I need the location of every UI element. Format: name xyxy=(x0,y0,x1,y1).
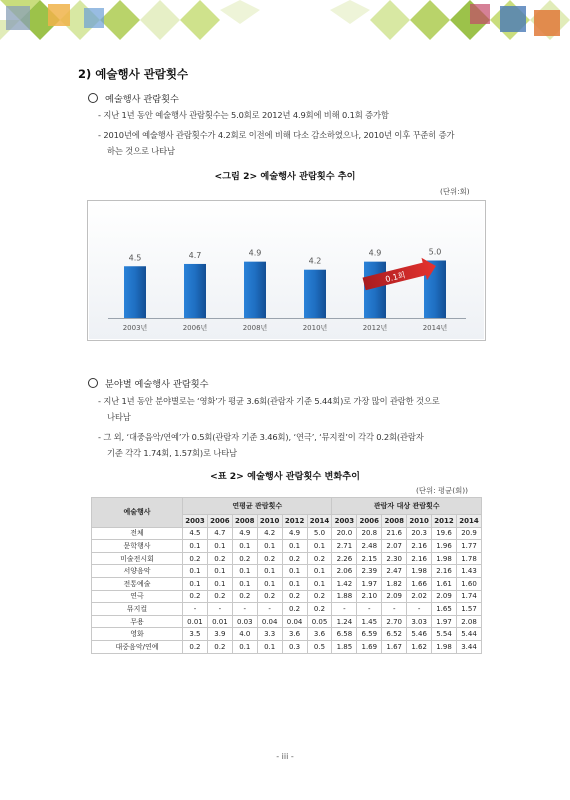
table-year-header: 2003 xyxy=(183,515,208,528)
table-cell: 0.2 xyxy=(307,603,332,616)
chart-tick-label: 2012년 xyxy=(362,324,388,332)
table-cell: 1.62 xyxy=(407,640,432,653)
table-cell: 2.02 xyxy=(407,590,432,603)
table-cell: 3.6 xyxy=(282,628,307,641)
table-cell: 0.01 xyxy=(207,615,232,628)
table-cell: 4.9 xyxy=(232,527,257,540)
table-row-label: 연극 xyxy=(92,590,183,603)
section-title: 2) 예술행사 관람횟수 xyxy=(78,67,189,81)
body-line: 나타남 xyxy=(107,412,131,422)
chart-annotation-label: 0.1회 xyxy=(384,270,407,285)
table-cell: 0.1 xyxy=(207,565,232,578)
table-cell: 1.42 xyxy=(332,577,357,590)
table-cell: 0.1 xyxy=(232,577,257,590)
table-cell: 21.6 xyxy=(382,527,407,540)
table-cell: 0.1 xyxy=(282,565,307,578)
table-row-label: 문학행사 xyxy=(92,540,183,553)
table-cell: 0.5 xyxy=(307,640,332,653)
table-cell: 0.1 xyxy=(257,565,282,578)
chart-tick-label: 2008년 xyxy=(242,324,268,332)
table-cell: 2.70 xyxy=(382,615,407,628)
table-cell: 5.44 xyxy=(456,628,481,641)
table-group-header-1: 연평균 관람횟수 xyxy=(183,498,332,515)
table-cell: 0.1 xyxy=(232,640,257,653)
table-cell: 20.3 xyxy=(407,527,432,540)
table-cell: 4.0 xyxy=(232,628,257,641)
table-caption: <표 2> 예술행사 관람횟수 변화추이 xyxy=(210,471,360,482)
chart-tick-label: 2003년 xyxy=(122,324,148,332)
table-cell: 0.2 xyxy=(207,640,232,653)
table-cell: 1.69 xyxy=(357,640,382,653)
table-unit: (단위: 평균(회)) xyxy=(416,486,469,495)
table-cell: 1.65 xyxy=(432,603,457,616)
table-row xyxy=(92,590,482,603)
table-header-row xyxy=(92,498,482,515)
bullet-heading-1-text: 예술행사 관람횟수 xyxy=(105,94,179,105)
table-cell: 2.07 xyxy=(382,540,407,553)
table-cell: 2.48 xyxy=(357,540,382,553)
bullet-heading-1 xyxy=(88,91,179,105)
table-cell: 5.0 xyxy=(307,527,332,540)
table-cell: 1.66 xyxy=(407,577,432,590)
bar-chart xyxy=(88,201,485,340)
chart-bar xyxy=(124,266,146,318)
table-cell: - xyxy=(332,603,357,616)
table-cell: 0.05 xyxy=(307,615,332,628)
table-cell: 20.0 xyxy=(332,527,357,540)
table-year-header: 2006 xyxy=(207,515,232,528)
table-cell: 20.8 xyxy=(357,527,382,540)
table-cell: 3.5 xyxy=(183,628,208,641)
body-line: - 그 외, ‘대중음악/연예’가 0.5회(관람자 기준 3.46회), ‘연극’, ‘뮤지컬’이 각각 0.2회(관람자 xyxy=(98,432,424,442)
chart-data-label: 4.9 xyxy=(368,248,382,258)
table-cell: - xyxy=(357,603,382,616)
table-cell: 1.96 xyxy=(432,540,457,553)
table-cell: 3.03 xyxy=(407,615,432,628)
table-year-header: 2012 xyxy=(432,515,457,528)
chart-data-label: 4.5 xyxy=(128,253,142,263)
table-cell: 2.08 xyxy=(456,615,481,628)
table-cell: 4.2 xyxy=(257,527,282,540)
table-cell: 2.09 xyxy=(432,590,457,603)
chart-bar xyxy=(244,262,266,318)
table-cell: 2.71 xyxy=(332,540,357,553)
table-cell: 0.04 xyxy=(257,615,282,628)
table-row xyxy=(92,527,482,540)
table-cell: 3.3 xyxy=(257,628,282,641)
body-line: 기준 각각 1.74회, 1.57회)로 나타남 xyxy=(107,448,237,458)
table-cell: 0.1 xyxy=(232,565,257,578)
table-cell: 1.85 xyxy=(332,640,357,653)
table-cell: 1.97 xyxy=(432,615,457,628)
table-year-header: 2014 xyxy=(307,515,332,528)
table-cell: 5.54 xyxy=(432,628,457,641)
table-cell: 4.5 xyxy=(183,527,208,540)
table-cell: 0.1 xyxy=(183,577,208,590)
table-year-header: 2014 xyxy=(456,515,481,528)
table-cell: 0.1 xyxy=(282,577,307,590)
table-cell: 1.60 xyxy=(456,577,481,590)
table-cell: 2.10 xyxy=(357,590,382,603)
table-cell: 0.04 xyxy=(282,615,307,628)
table-row xyxy=(92,603,482,616)
table-cell: 1.77 xyxy=(456,540,481,553)
table-cell: 0.1 xyxy=(183,565,208,578)
table-cell: 4.7 xyxy=(207,527,232,540)
table-cell: 2.30 xyxy=(382,552,407,565)
table-cell: 1.82 xyxy=(382,577,407,590)
table-cell: 1.74 xyxy=(456,590,481,603)
table-cell: 0.2 xyxy=(307,590,332,603)
table-cell: 1.45 xyxy=(357,615,382,628)
table-cell: 0.1 xyxy=(232,540,257,553)
table-row xyxy=(92,577,482,590)
table-cell: 1.98 xyxy=(432,640,457,653)
table-cell: 0.2 xyxy=(183,640,208,653)
table-row-label: 서양음악 xyxy=(92,565,183,578)
table-cell: 1.24 xyxy=(332,615,357,628)
table-cell: 2.16 xyxy=(407,552,432,565)
body-line: - 지난 1년 동안 분야별로는 ‘영화’가 평균 3.6회(관람자 기준 5.44회)로 가장 많이 관람한 것으로 xyxy=(98,396,440,406)
chart-data-label: 5.0 xyxy=(428,247,442,257)
table-cell: 6.58 xyxy=(332,628,357,641)
table-cell: 4.9 xyxy=(282,527,307,540)
table-cell: 1.98 xyxy=(407,565,432,578)
table-cell: 6.59 xyxy=(357,628,382,641)
table-cell: 0.01 xyxy=(183,615,208,628)
table-cell: 2.15 xyxy=(357,552,382,565)
table-row-label: 영화 xyxy=(92,628,183,641)
table-cell: 0.2 xyxy=(232,590,257,603)
table-cell: 0.1 xyxy=(183,540,208,553)
table-cell: - xyxy=(407,603,432,616)
table-row-header: 예술행사 xyxy=(92,498,183,528)
table-cell: 0.1 xyxy=(207,577,232,590)
table-year-header: 2003 xyxy=(332,515,357,528)
table-cell: - xyxy=(257,603,282,616)
table-year-header: 2008 xyxy=(382,515,407,528)
data-table xyxy=(91,497,482,654)
table-cell: 0.1 xyxy=(257,640,282,653)
table-row xyxy=(92,552,482,565)
table-cell: - xyxy=(382,603,407,616)
table-cell: 0.1 xyxy=(307,565,332,578)
table-cell: - xyxy=(183,603,208,616)
table-cell: 2.39 xyxy=(357,565,382,578)
table-row-label: 전통예술 xyxy=(92,577,183,590)
table-cell: - xyxy=(207,603,232,616)
bullet-heading-2 xyxy=(88,376,208,390)
table-cell: 1.43 xyxy=(456,565,481,578)
table-cell: 0.2 xyxy=(282,590,307,603)
table-cell: 6.52 xyxy=(382,628,407,641)
table-cell: 0.2 xyxy=(183,552,208,565)
table-row-label: 무용 xyxy=(92,615,183,628)
table-year-header: 2008 xyxy=(232,515,257,528)
table-cell: 0.2 xyxy=(282,603,307,616)
table-row xyxy=(92,640,482,653)
table-cell: 3.44 xyxy=(456,640,481,653)
table-cell: 0.1 xyxy=(307,540,332,553)
table-cell: 2.16 xyxy=(407,540,432,553)
table-row xyxy=(92,615,482,628)
chart-data-label: 4.2 xyxy=(308,256,322,266)
table-cell: 0.2 xyxy=(183,590,208,603)
table-row-label: 대중음악/연예 xyxy=(92,640,183,653)
chart-data-label: 4.7 xyxy=(188,250,202,260)
figure-unit: (단위:회) xyxy=(440,187,470,196)
body-line: - 2010년에 예술행사 관람횟수가 4.2회로 이전에 비해 다소 감소하였으나, 2010년 이후 꾸준히 증가 xyxy=(98,130,455,140)
table-cell: 0.2 xyxy=(257,552,282,565)
chart-tick-label: 2010년 xyxy=(302,324,328,332)
table-cell: 3.6 xyxy=(307,628,332,641)
table-cell: - xyxy=(232,603,257,616)
table-cell: 0.03 xyxy=(232,615,257,628)
table-cell: 19.6 xyxy=(432,527,457,540)
table-cell: 0.1 xyxy=(257,540,282,553)
table-cell: 1.61 xyxy=(432,577,457,590)
table-cell: 2.16 xyxy=(432,565,457,578)
table-cell: 2.47 xyxy=(382,565,407,578)
table-cell: 20.9 xyxy=(456,527,481,540)
table-cell: 1.57 xyxy=(456,603,481,616)
table-year-header: 2010 xyxy=(257,515,282,528)
table-cell: 0.1 xyxy=(282,540,307,553)
table-cell: 2.26 xyxy=(332,552,357,565)
table-row-label: 미술전시회 xyxy=(92,552,183,565)
table-row xyxy=(92,628,482,641)
table-cell: 0.2 xyxy=(282,552,307,565)
chart-frame xyxy=(87,200,486,341)
table-cell: 0.2 xyxy=(232,552,257,565)
table-cell: 0.1 xyxy=(307,577,332,590)
table-group-header-2: 관람자 대상 관람횟수 xyxy=(332,498,482,515)
table-cell: 0.1 xyxy=(207,540,232,553)
chart-bar xyxy=(304,270,326,318)
table-cell: 5.46 xyxy=(407,628,432,641)
table-cell: 0.2 xyxy=(257,590,282,603)
circle-bullet-icon xyxy=(88,378,98,388)
table-row-label: 뮤지컬 xyxy=(92,603,183,616)
chart-tick-label: 2006년 xyxy=(182,324,208,332)
table-row xyxy=(92,565,482,578)
table-cell: 0.1 xyxy=(257,577,282,590)
figure-caption: <그림 2> 예술행사 관람횟수 추이 xyxy=(214,171,356,182)
table-year-header: 2006 xyxy=(357,515,382,528)
table-cell: 1.78 xyxy=(456,552,481,565)
table-cell: 1.98 xyxy=(432,552,457,565)
table-cell: 0.2 xyxy=(307,552,332,565)
chart-bar xyxy=(184,264,206,318)
table-row xyxy=(92,540,482,553)
table-cell: 0.3 xyxy=(282,640,307,653)
table-cell: 0.2 xyxy=(207,590,232,603)
table-cell: 2.06 xyxy=(332,565,357,578)
table-cell: 2.09 xyxy=(382,590,407,603)
chart-tick-label: 2014년 xyxy=(422,324,448,332)
table-year-header: 2010 xyxy=(407,515,432,528)
table-cell: 1.97 xyxy=(357,577,382,590)
body-line: - 지난 1년 동안 예술행사 관람횟수는 5.0회로 2012년 4.9회에 비해 0.1회 증가함 xyxy=(98,110,389,120)
table-cell: 1.88 xyxy=(332,590,357,603)
table-cell: 1.67 xyxy=(382,640,407,653)
chart-data-label: 4.9 xyxy=(248,248,262,258)
bullet-heading-2-text: 분야별 예술행사 관람횟수 xyxy=(105,379,209,390)
page-number: - iii - xyxy=(276,752,294,761)
circle-bullet-icon xyxy=(88,93,98,103)
header-decoration xyxy=(0,0,570,48)
table-row-label: 전체 xyxy=(92,527,183,540)
body-line: 하는 것으로 나타남 xyxy=(107,146,175,156)
table-cell: 3.9 xyxy=(207,628,232,641)
table-year-header: 2012 xyxy=(282,515,307,528)
table-cell: 0.2 xyxy=(207,552,232,565)
